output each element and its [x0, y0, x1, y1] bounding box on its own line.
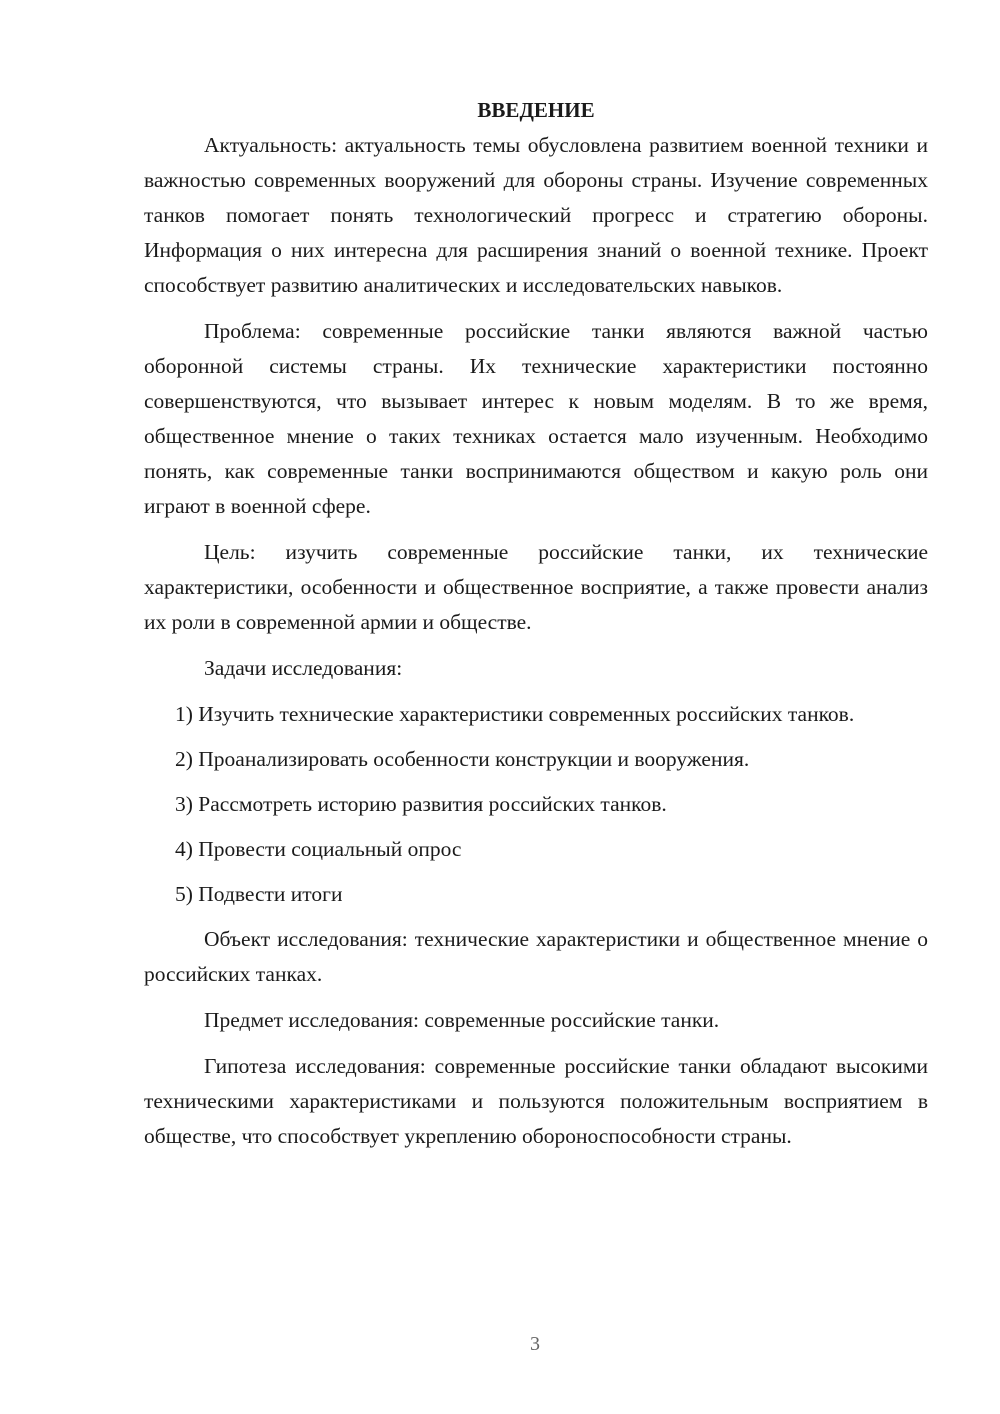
- page-content: [144, 93, 928, 1165]
- list-item: 1) Изучить технические характеристики современных российских танков.: [175, 702, 855, 726]
- subject-paragraph: Предмет исследования: современные российские танки.: [204, 1008, 720, 1032]
- list-item: 3) Рассмотреть историю развития российских танков.: [175, 792, 667, 816]
- problem-paragraph: Проблема: современные российские танки являются важной частью оборонной системы страны. Их технические характеристики постоянно совершенствуются, что вызывает интерес к новым моделям. В то же время, общественное мнение о таких техниках остается мало изученным. Необходимо понять, как современные танки воспринимаются обществом и какую роль они играют в военной сфере.: [144, 319, 928, 518]
- object-paragraph: Объект исследования: технические характеристики и общественное мнение о российских танках.: [144, 927, 928, 986]
- section-heading: ВВЕДЕНИЕ: [477, 98, 595, 122]
- list-item: 4) Провести социальный опрос: [175, 837, 462, 861]
- hypothesis-paragraph: Гипотеза исследования: современные российские танки обладают высокими техническими характеристиками и пользуются положительным восприятием в обществе, что способствует укреплению обороноспособности страны.: [144, 1054, 928, 1148]
- tasks-list: [144, 697, 928, 912]
- page-number: 3: [530, 1333, 540, 1355]
- list-item: 2) Проанализировать особенности конструкции и вооружения.: [175, 747, 750, 771]
- goal-paragraph: Цель: изучить современные российские танки, их технические характеристики, особенности и общественное восприятие, а также провести анализ их роли в современной армии и обществе.: [144, 540, 928, 634]
- tasks-title: Задачи исследования:: [204, 656, 403, 680]
- list-item: 5) Подвести итоги: [175, 882, 343, 906]
- relevance-paragraph: Актуальность: актуальность темы обусловлена развитием военной техники и важностью современных вооружений для обороны страны. Изучение современных танков помогает понять технологический прогресс и стратегию обороны. Информация о них интересна для расширения знаний о военной технике. Проект способствует развитию аналитических и исследовательских навыков.: [144, 133, 928, 297]
